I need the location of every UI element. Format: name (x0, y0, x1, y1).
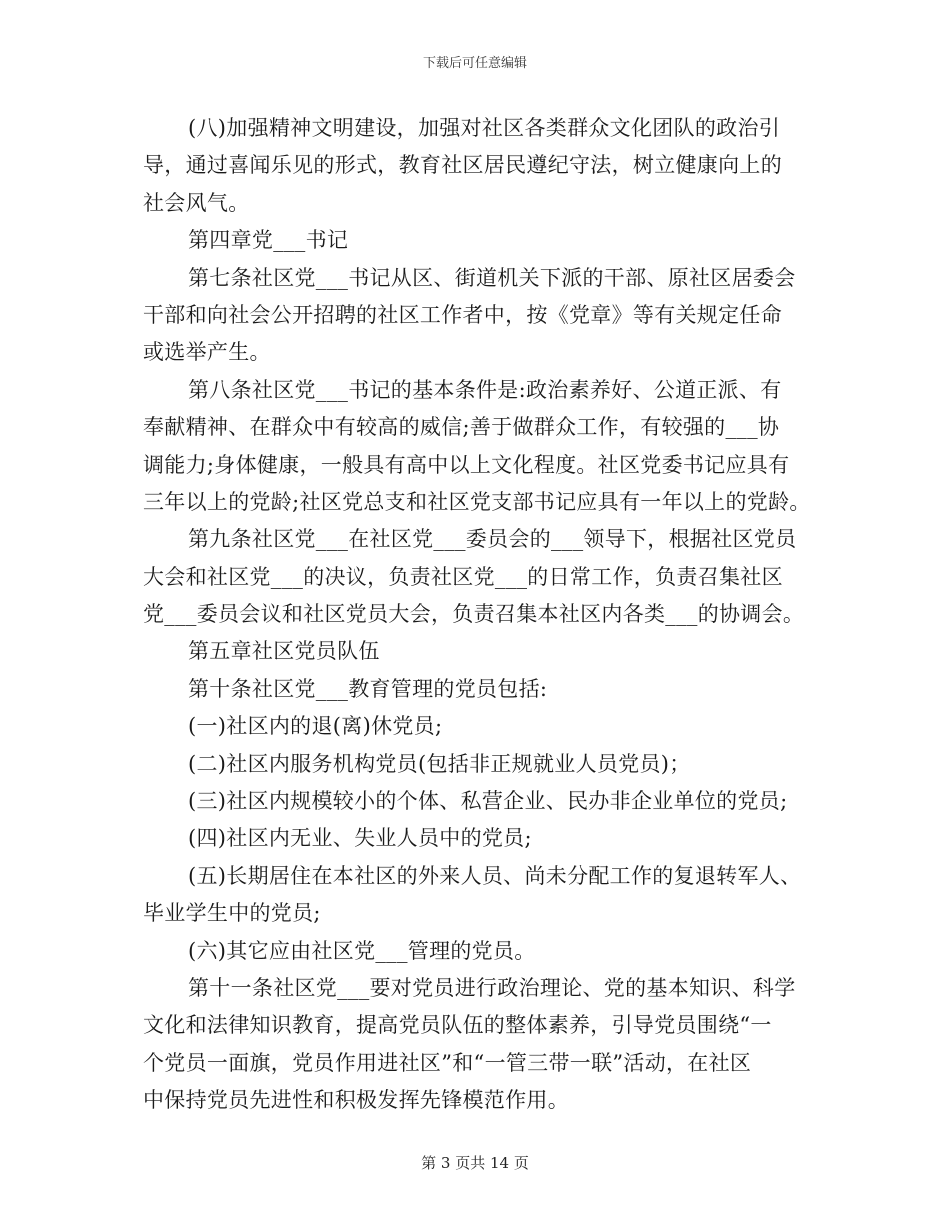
text-line: 第十条社区党___教育管理的党员包括: (188, 676, 548, 701)
text-line: 个党员一面旗，党员作用进社区”和“一管三带一联”活动，在社区 (143, 1050, 752, 1075)
text-line: 或选举产生。 (143, 340, 271, 365)
text-line: (四)社区内无业、失业人员中的党员; (188, 826, 532, 851)
text-line: (一)社区内的退(离)休党员; (188, 714, 443, 739)
text-line: (二)社区内服务机构党员(包括非正规就业人员党员)； (188, 751, 691, 776)
text-line: (三)社区内规模较小的个体、私营企业、民办非企业单位的党员; (188, 789, 788, 814)
text-line: 三年以上的党龄;社区党总支和社区党支部书记应具有一年以上的党龄。 (143, 489, 811, 514)
text-line: 毕业学生中的党员; (143, 901, 321, 926)
text-line: (八)加强精神文明建设，加强对社区各类群众文化团队的政治引 (188, 116, 781, 140)
text-line: 干部和向社会公开招聘的社区工作者中，按《党章》等有关规定任命 (143, 302, 782, 327)
text-line: 第七条社区党___书记从区、街道机关下派的干部、原社区居委会 (188, 265, 796, 290)
text-line: 社会风气。 (143, 190, 250, 215)
text-line: 文化和法律知识教育，提高党员队伍的整体素养，引导党员围绕“一 (143, 1013, 772, 1038)
text-line: (五)长期居住在本社区的外来人员、尚未分配工作的复退转军人、 (188, 863, 802, 888)
text-line: 第九条社区党___在社区党___委员会的___领导下，根据社区党员 (188, 527, 797, 552)
text-line: 奉献精神、在群众中有较高的威信;善于做群众工作，有较强的___协 (143, 415, 780, 440)
page-header: 下载后可任意编辑 (422, 56, 527, 71)
text-line: 第四章党___书记 (188, 228, 349, 253)
page-footer: 第 3 页共 14 页 (421, 1154, 529, 1172)
text-line: 党___委员会议和社区党员大会，负责召集本社区内各类___的协调会。 (143, 602, 805, 627)
text-line: 调能力;身体健康，一般具有高中以上文化程度。社区党委书记应具有 (143, 452, 790, 477)
text-line: (六)其它应由社区党___管理的党员。 (188, 938, 536, 963)
text-line: 导，通过喜闻乐见的形式，教育社区居民遵纪守法，树立健康向上的 (143, 153, 782, 178)
document-body (143, 110, 813, 1120)
text-line: 中保持党员先进性和积极发挥先锋模范作用。 (143, 1088, 569, 1113)
text-line: 第八条社区党___书记的基本条件是:政治素养好、公道正派、有 (188, 377, 782, 402)
text-line: 大会和社区党___的决议，负责社区党___的日常工作，负责召集社区 (143, 564, 783, 589)
text-line: 第十一条社区党___要对党员进行政治理论、党的基本知识、科学 (188, 975, 796, 1000)
text-line: 第五章社区党员队伍 (188, 639, 380, 664)
